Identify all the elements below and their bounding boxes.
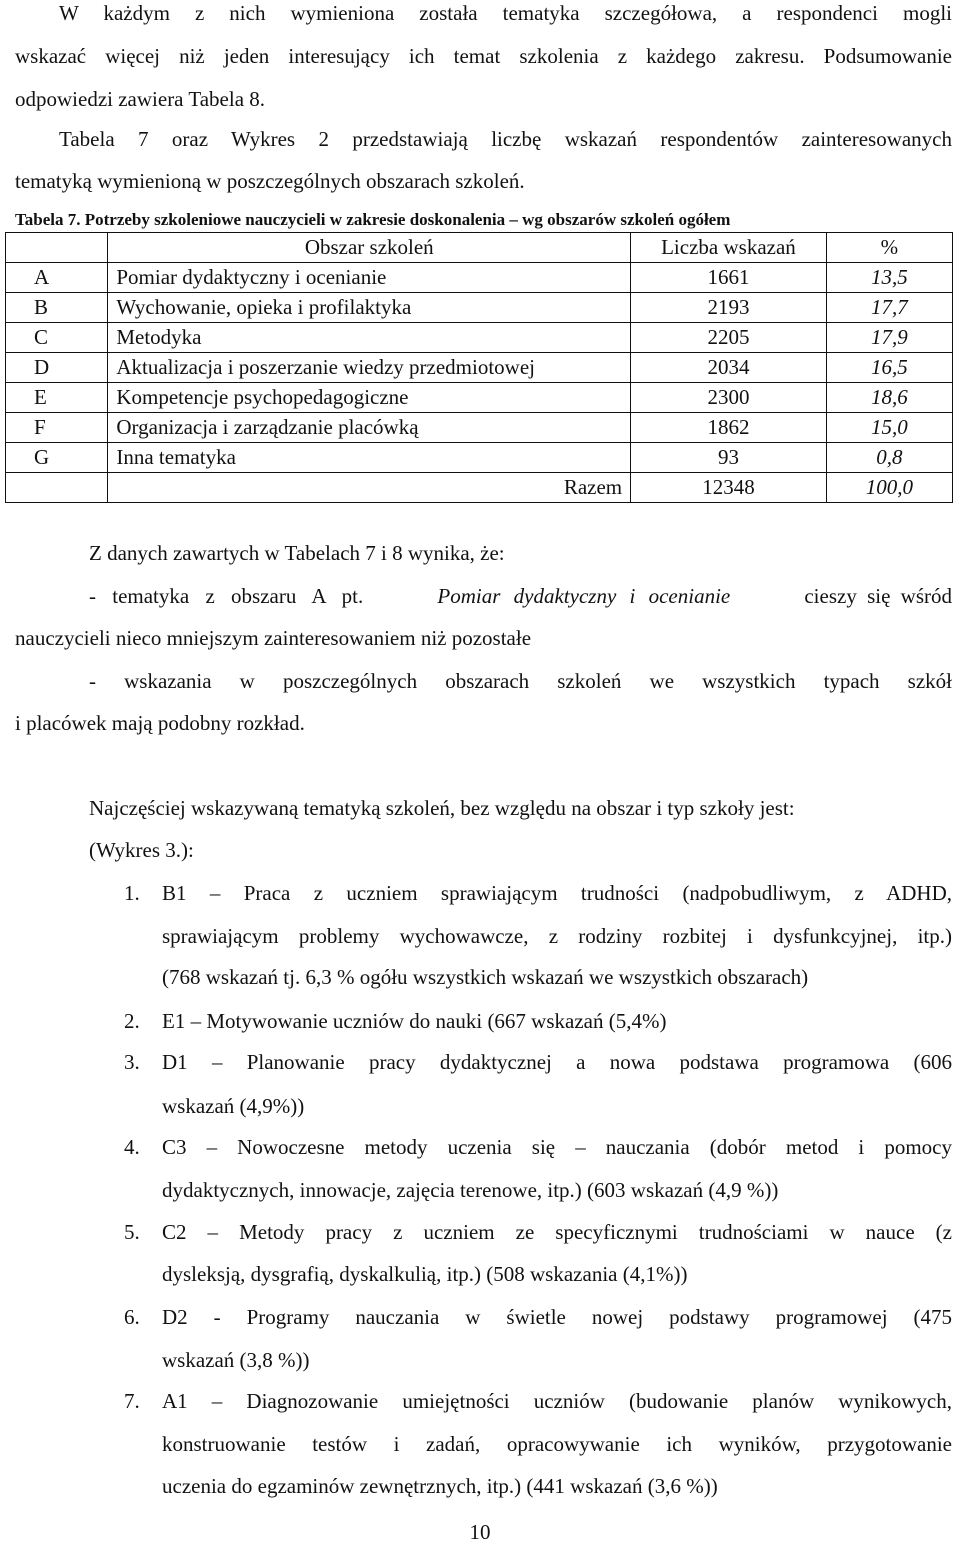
header-count: Liczba wskazań	[631, 233, 827, 263]
topic-item-line: E1 – Motywowanie uczniów do nauki (667 wskazań (5,4%)	[162, 1009, 667, 1033]
table-row	[6, 293, 953, 323]
topic-number: 4.	[124, 1135, 140, 1159]
page-number: 10	[469, 1520, 491, 1544]
table-row	[6, 413, 953, 443]
intro-line-3: odpowiedzi zawiera Tabela 8.	[15, 87, 266, 111]
row-count: 2193	[631, 293, 827, 323]
finding-1-italic: Pomiar dydaktyczny i ocenianie	[437, 584, 731, 608]
header-area: Obszar szkoleń	[108, 233, 631, 263]
row-code: C	[6, 323, 108, 353]
topic-item-line: wskazań (3,8 %))	[162, 1348, 310, 1372]
topic-item-line: C3 – Nowoczesne metody uczenia się – nauczania (dobór metod i pomocy	[162, 1135, 952, 1159]
row-count: 1862	[631, 413, 827, 443]
row-pct: 17,7	[826, 293, 952, 323]
topic-item-line: D1 – Planowanie pracy dydaktycznej a nowa podstawa programowa (606	[162, 1050, 952, 1074]
row-code: G	[6, 443, 108, 473]
row-code: F	[6, 413, 108, 443]
row-area: Wychowanie, opieka i profilaktyka	[108, 293, 631, 323]
row-code: A	[6, 263, 108, 293]
row-area: Metodyka	[108, 323, 631, 353]
intro-line-2: wskazać więcej niż jeden interesujący ich temat szkolenia z każdego zakresu. Podsumowanie	[15, 44, 952, 68]
header-code	[6, 233, 108, 263]
row-code: E	[6, 383, 108, 413]
row-count: 93	[631, 443, 827, 473]
row-count: 2300	[631, 383, 827, 413]
table-row	[6, 383, 953, 413]
row-area: Kompetencje psychopedagogiczne	[108, 383, 631, 413]
table-row	[6, 443, 953, 473]
row-pct: 17,9	[826, 323, 952, 353]
total-blank-cell	[6, 473, 108, 503]
topic-number: 1.	[124, 881, 140, 905]
row-code: D	[6, 353, 108, 383]
row-code: B	[6, 293, 108, 323]
row-count: 1661	[631, 263, 827, 293]
table-row	[6, 353, 953, 383]
topic-item-line: A1 – Diagnozowanie umiejętności uczniów (budowanie planów wynikowych,	[162, 1389, 952, 1413]
row-pct: 18,6	[826, 383, 952, 413]
finding-1-prefix: - tematyka z obszaru A pt.	[89, 584, 364, 608]
row-pct: 16,5	[826, 353, 952, 383]
table-row	[6, 263, 953, 293]
intro-line-4: Tabela 7 oraz Wykres 2 przedstawiają liczbę wskazań respondentów zainteresowanych	[59, 127, 952, 151]
table-row	[6, 323, 953, 353]
topic-item-line: sprawiającym problemy wychowawcze, z rodziny rozbitej i dysfunkcyjnej, itp.)	[162, 924, 952, 948]
training-needs-table	[5, 232, 953, 503]
row-area: Aktualizacja i poszerzanie wiedzy przedmiotowej	[108, 353, 631, 383]
topic-item-line: konstruowanie testów i zadań, opracowywanie ich wyników, przygotowanie	[162, 1432, 952, 1456]
header-pct: %	[826, 233, 952, 263]
topic-item-line: dydaktycznych, innowacje, zajęcia terenowe, itp.) (603 wskazań (4,9 %))	[162, 1178, 779, 1202]
intro-line-1: W każdym z nich wymieniona została tematyka szczegółowa, a respondenci mogli	[59, 1, 952, 25]
topics-lead-2: (Wykres 3.):	[89, 838, 194, 862]
topic-item-line: D2 - Programy nauczania w świetle nowej podstawy programowej (475	[162, 1305, 952, 1329]
topic-number: 3.	[124, 1050, 140, 1074]
table-caption: Tabela 7. Potrzeby szkoleniowe nauczycieli w zakresie doskonalenia – wg obszarów szkoleń ogółem	[15, 210, 731, 229]
topic-item-line: dysleksją, dysgrafią, dyskalkulią, itp.) (508 wskazania (4,1%))	[162, 1262, 688, 1286]
topic-item-line: wskazań (4,9%))	[162, 1094, 305, 1118]
finding-2-line-1: - wskazania w poszczególnych obszarach szkoleń we wszystkich typach szkół	[89, 669, 952, 693]
finding-1-line-2: nauczycieli nieco mniejszym zainteresowaniem niż pozostałe	[15, 626, 532, 650]
topic-item-line: (768 wskazań tj. 6,3 % ogółu wszystkich wskazań we wszystkich obszarach)	[162, 965, 809, 989]
topic-number: 2.	[124, 1009, 140, 1033]
finding-1-line-1	[89, 586, 952, 607]
intro-line-5: tematyką wymienioną w poszczególnych obszarach szkoleń.	[15, 169, 525, 193]
topic-item-line: C2 – Metody pracy z uczniem ze specyficznymi trudnościami w nauce (z	[162, 1220, 952, 1244]
table-total-row	[6, 473, 953, 503]
topic-item-line: B1 – Praca z uczniem sprawiającym trudności (nadpobudliwym, z ADHD,	[162, 881, 952, 905]
row-pct: 15,0	[826, 413, 952, 443]
row-area: Organizacja i zarządzanie placówką	[108, 413, 631, 443]
topic-item-line: uczenia do egzaminów zewnętrznych, itp.) (441 wskazań (3,6 %))	[162, 1474, 718, 1498]
finding-1-suffix: cieszy się wśród	[804, 584, 952, 608]
topic-number: 6.	[124, 1305, 140, 1329]
row-pct: 0,8	[826, 443, 952, 473]
row-count: 2205	[631, 323, 827, 353]
topic-number: 7.	[124, 1389, 140, 1413]
row-area: Inna tematyka	[108, 443, 631, 473]
row-count: 2034	[631, 353, 827, 383]
row-pct: 13,5	[826, 263, 952, 293]
topic-number: 5.	[124, 1220, 140, 1244]
topics-lead-1: Najczęściej wskazywaną tematyką szkoleń, bez względu na obszar i typ szkoły jest:	[89, 796, 795, 820]
total-pct: 100,0	[826, 473, 952, 503]
row-area: Pomiar dydaktyczny i ocenianie	[108, 263, 631, 293]
finding-2-line-2: i placówek mają podobny rozkład.	[15, 711, 305, 735]
findings-lead: Z danych zawartych w Tabelach 7 i 8 wynika, że:	[89, 541, 505, 565]
total-label: Razem	[108, 473, 631, 503]
table-header-row	[6, 233, 953, 263]
total-count: 12348	[631, 473, 827, 503]
